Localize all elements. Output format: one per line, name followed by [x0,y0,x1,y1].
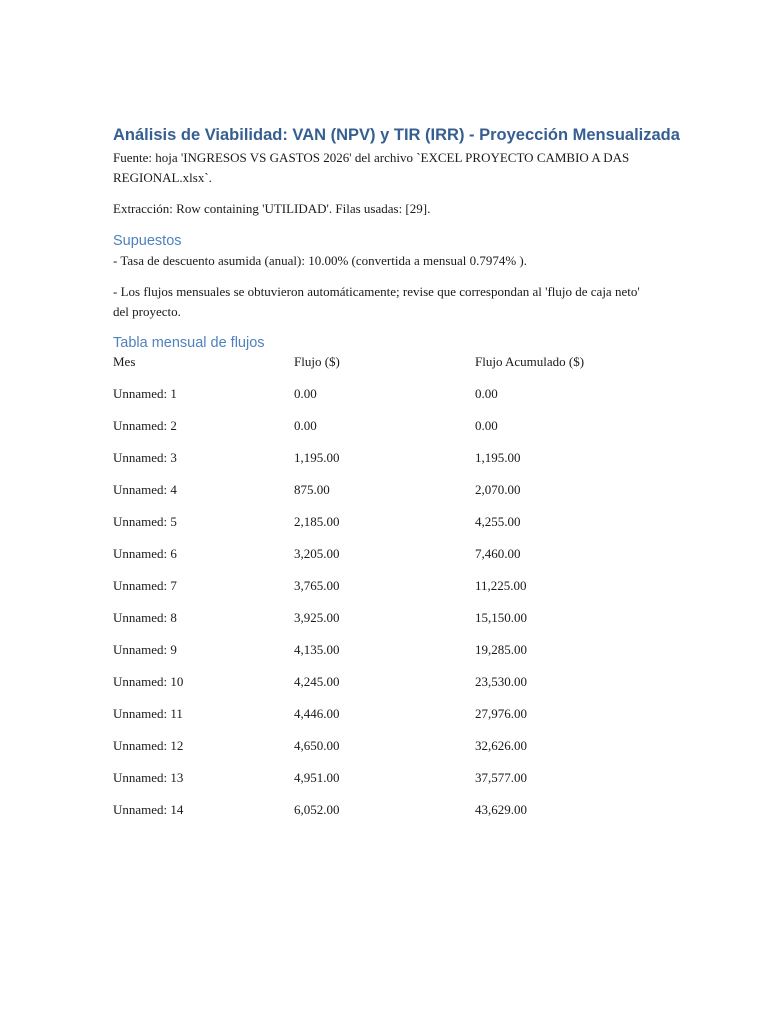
cell-flujo: 0.00 [294,418,317,433]
table-row [113,448,658,480]
cell-flujo: 3,925.00 [294,610,340,625]
column-header-flujo: Flujo ($) [294,354,340,369]
cell-acumulado: 23,530.00 [475,674,527,689]
cell-flujo: 1,195.00 [294,450,340,465]
table-row [113,384,658,416]
table-row [113,768,658,800]
cell-flujo: 3,205.00 [294,546,340,561]
cell-mes: Unnamed: 1 [113,386,177,401]
cell-mes: Unnamed: 14 [113,802,184,817]
table-header-row [113,352,658,384]
cell-acumulado: 32,626.00 [475,738,527,753]
cell-flujo: 0.00 [294,386,317,401]
extraction-note: Extracción: Row containing 'UTILIDAD'. Filas usadas: [29]. [113,201,431,216]
cell-flujo: 875.00 [294,482,330,497]
document-page [113,122,680,832]
table-row [113,800,658,832]
document-title: Análisis de Viabilidad: VAN (NPV) y TIR (IRR) - Proyección Mensualizada [113,126,680,144]
cell-acumulado: 7,460.00 [475,546,521,561]
cell-acumulado: 2,070.00 [475,482,521,497]
cell-mes: Unnamed: 4 [113,482,177,497]
cell-acumulado: 11,225.00 [475,578,527,593]
source-note: Fuente: hoja 'INGRESOS VS GASTOS 2026' del archivo `EXCEL PROYECTO CAMBIO A DAS REGIONAL.xlsx`. [113,150,630,185]
cell-mes: Unnamed: 11 [113,706,183,721]
cell-acumulado: 4,255.00 [475,514,521,529]
cell-mes: Unnamed: 13 [113,770,184,785]
cell-mes: Unnamed: 3 [113,450,177,465]
cell-acumulado: 37,577.00 [475,770,527,785]
cell-acumulado: 27,976.00 [475,706,527,721]
cell-flujo: 4,135.00 [294,642,340,657]
table-row [113,704,658,736]
table-row [113,640,658,672]
table-body [113,384,658,832]
monthly-flows-table [113,352,658,832]
cell-mes: Unnamed: 8 [113,610,177,625]
cell-mes: Unnamed: 9 [113,642,177,657]
cell-acumulado: 19,285.00 [475,642,527,657]
cell-flujo: 4,650.00 [294,738,340,753]
cell-mes: Unnamed: 2 [113,418,177,433]
column-header-mes: Mes [113,354,136,369]
cell-flujo: 4,951.00 [294,770,340,785]
cell-mes: Unnamed: 5 [113,514,177,529]
cell-acumulado: 1,195.00 [475,450,521,465]
cell-flujo: 3,765.00 [294,578,340,593]
cell-mes: Unnamed: 6 [113,546,177,561]
assumption-cashflow-note: - Los flujos mensuales se obtuvieron automáticamente; revise que correspondan al 'flujo de caja neto' del proyecto. [113,284,640,319]
assumptions-heading: Supuestos [113,232,182,249]
table-heading: Tabla mensual de flujos [113,335,265,351]
cell-acumulado: 0.00 [475,418,498,433]
cell-mes: Unnamed: 10 [113,674,184,689]
cell-flujo: 2,185.00 [294,514,340,529]
cell-flujo: 4,245.00 [294,674,340,689]
cell-flujo: 6,052.00 [294,802,340,817]
table-row [113,576,658,608]
table-row [113,672,658,704]
assumption-discount-rate: - Tasa de descuento asumida (anual): 10.00% (convertida a mensual 0.7974% ). [113,252,527,268]
table-row [113,608,658,640]
cell-acumulado: 0.00 [475,386,498,401]
table-row [113,512,658,544]
cell-mes: Unnamed: 7 [113,578,177,593]
table-row [113,544,658,576]
table-row [113,416,658,448]
cell-acumulado: 15,150.00 [475,610,527,625]
cell-flujo: 4,446.00 [294,706,340,721]
column-header-acumulado: Flujo Acumulado ($) [475,354,585,369]
table-row [113,480,658,512]
table-row [113,736,658,768]
cell-mes: Unnamed: 12 [113,738,184,753]
cell-acumulado: 43,629.00 [475,802,527,817]
